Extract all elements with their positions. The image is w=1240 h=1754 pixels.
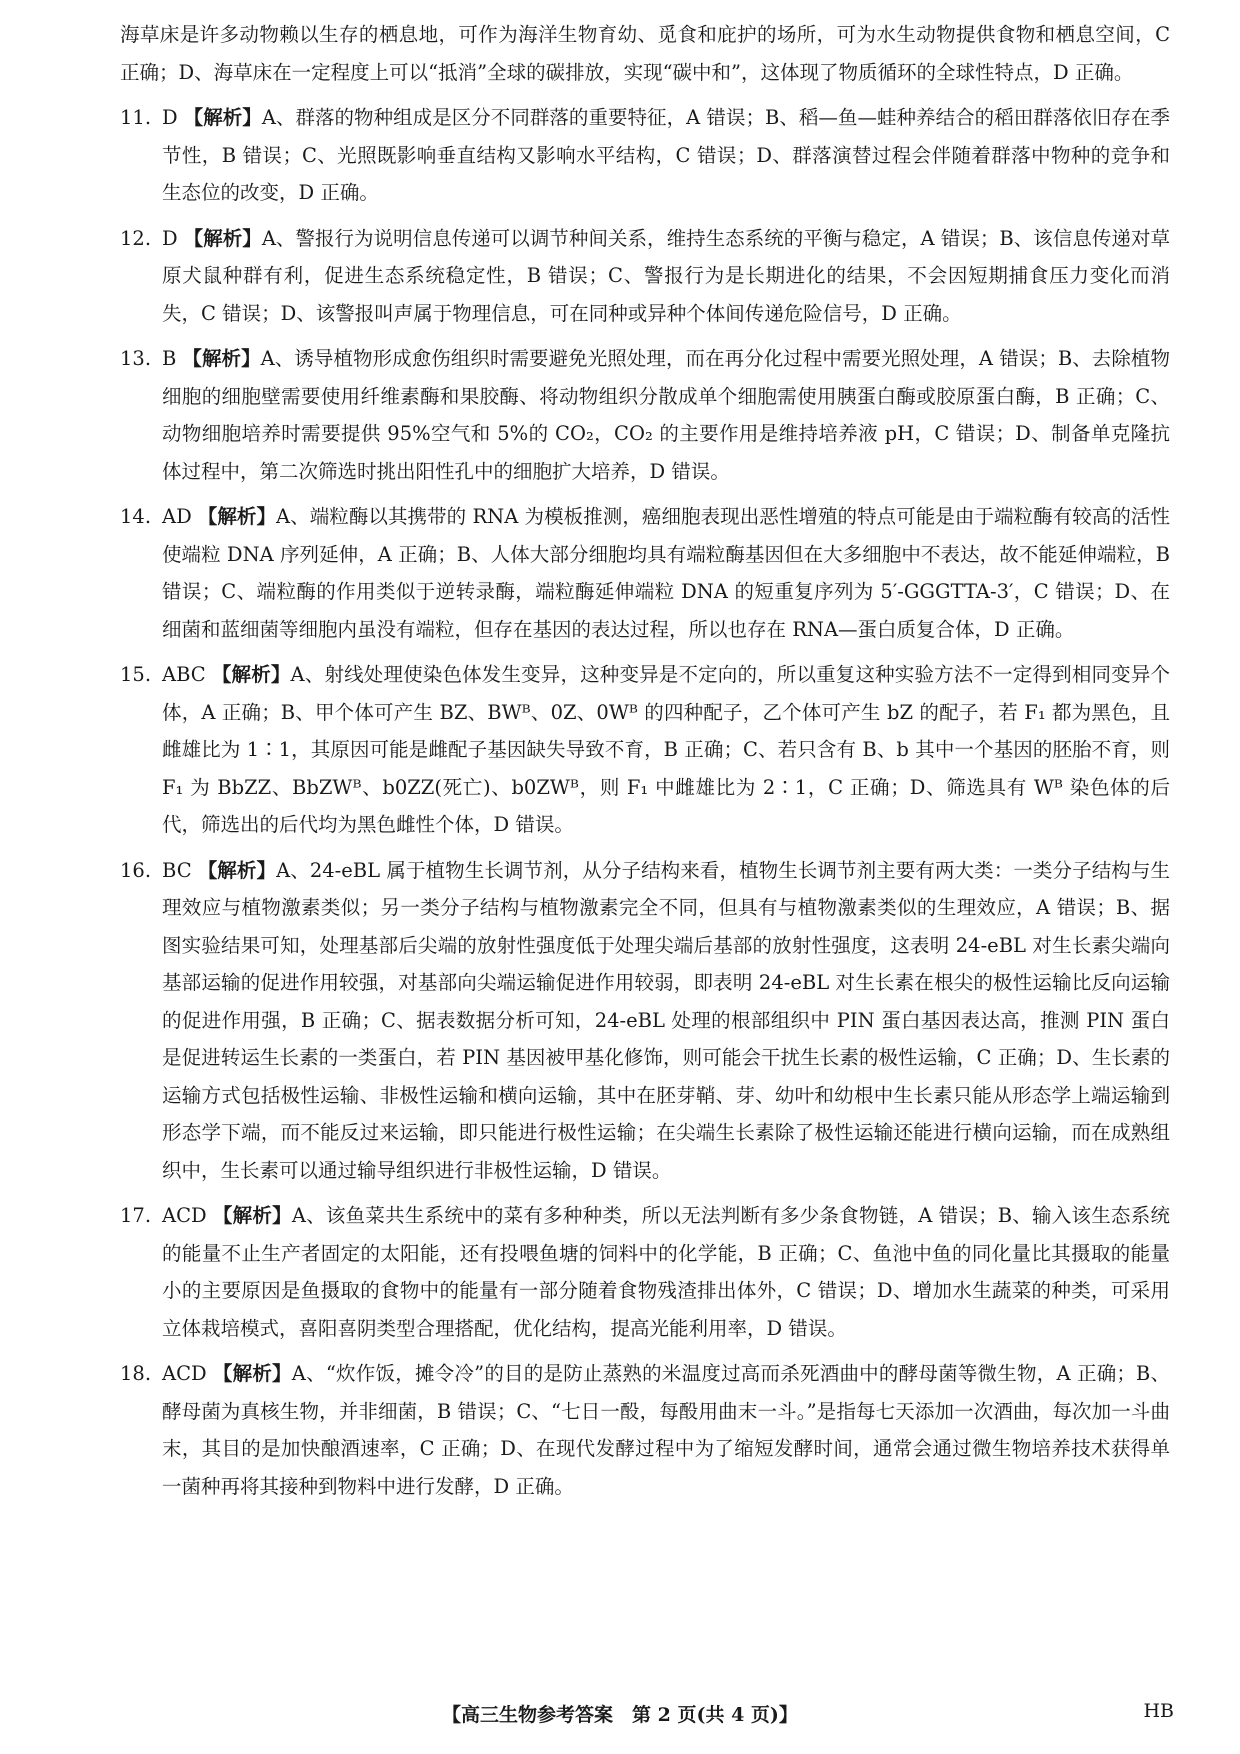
answer-item — [120, 852, 1170, 1190]
answer-letters: BC — [162, 858, 192, 882]
analysis-text: A、群落的物种组成是区分不同群落的重要特征，A 错误；B、稻—鱼—蛙种养结合的稻田群落依旧存在季节性，B 错误；C、光照既影响垂直结构又影响水平结构，C 错误；D、群落演替过程会伴随着群落中物种的竞争和生态位的改变，D 正确。 — [162, 106, 1170, 204]
intro-paragraph: 海草床是许多动物赖以生存的栖息地，可作为海洋生物育幼、觅食和庇护的场所，可为水生动物提供食物和栖息空间，C 正确；D、海草床在一定程度上可以“抵消”全球的碳排放，实现“碳中和”，这体现了物质循环的全球性特点，D 正确。 — [120, 23, 1170, 84]
question-number: 18. — [120, 1362, 152, 1385]
answer-item — [120, 99, 1170, 212]
question-number: 12. — [120, 226, 152, 250]
analysis-text: A、端粒酶以其携带的 RNA 为模板推测，癌细胞表现出恶性增殖的特点可能是由于端粒酶有较高的活性使端粒 DNA 序列延伸，A 正确；B、人体大部分细胞均具有端粒酶基因但在大多细胞中不表达，故不能延伸端粒，B 错误；C、端粒酶的作用类似于逆转录酶，端粒酶延伸端粒 DNA 的短重复序列为 5′-GGGTTA-3′，C 错误；D、在细菌和蓝细菌等细胞内虽没有端粒，但存在基因的表达过程，所以也存在 RNA—蛋白质复合体，D 正确。 — [162, 505, 1170, 641]
question-number: 15. — [120, 663, 152, 686]
question-number: 17. — [120, 1204, 152, 1227]
answer-letters: D — [162, 226, 178, 250]
analysis-text: A、射线处理使染色体发生变异，这种变异是不定向的，所以重复这种实验方法不一定得到相同变异个体，A 正确；B、甲个体可产生 BZ、BWᴮ、0Z、0Wᴮ 的四种配子，乙个体可产生 bZ 的配子，若 F₁ 都为黑色，且雌雄比为 1∶1，其原因可能是雌配子基因缺失导致不育，B 正确；C、若只含有 B、b 其中一个基因的胚胎不育，则 F₁ 为 BbZZ、BbZWᴮ、b0ZZ(死亡)、b0ZWᴮ，则 F₁ 中雌雄比为 2∶1，C 正确；D、筛选具有 Wᴮ 染色体的后代，筛选出的后代均为黑色雌性个体，D 错误。 — [162, 663, 1170, 836]
answer-letters: D — [162, 106, 178, 129]
question-number: 13. — [120, 347, 152, 370]
analysis-tag: 【解析】 — [183, 106, 262, 129]
answer-item — [120, 340, 1170, 490]
answer-item — [120, 656, 1170, 844]
analysis-text: A、“炊作饭，摊令冷”的目的是防止蒸熟的米温度过高而杀死酒曲中的酵母菌等微生物，A 正确；B、酵母菌为真核生物，并非细菌，B 错误；C、“七日一酘，每酘用曲末一斗。”是指每七天添加一次酒曲，每次加一斗曲末，其目的是加快酿酒速率，C 正确；D、在现代发酵过程中为了缩短发酵时间，通常会通过微生物培养技术获得单一菌种再将其接种到物料中进行发酵，D 正确。 — [162, 1362, 1170, 1498]
analysis-tag: 【解析】 — [197, 505, 277, 528]
analysis-text: A、该鱼菜共生系统中的菜有多种种类，所以无法判断有多少条食物链，A 错误；B、输入该生态系统的能量不止生产者固定的太阳能，还有投喂鱼塘的饲料中的化学能，B 正确；C、鱼池中鱼的同化量比其摄取的能量小的主要原因是鱼摄取的食物中的能量有一部分随着食物残渣排出体外，C 错误；D、增加水生蔬菜的种类，可采用立体栽培模式，喜阳喜阴类型合理搭配，优化结构，提高光能利用率，D 错误。 — [162, 1204, 1170, 1340]
analysis-tag: 【解析】 — [197, 858, 277, 882]
answer-item — [120, 1355, 1170, 1505]
answer-letters: ACD — [162, 1362, 207, 1385]
answer-item — [120, 1197, 1170, 1347]
analysis-text: A、诱导植物形成愈伤组织时需要避免光照处理，而在再分化过程中需要光照处理，A 错误；B、去除植物细胞的细胞壁需要使用纤维素酶和果胶酶、将动物组织分散成单个细胞需使用胰蛋白酶或胶原蛋白酶，B 正确；C、动物细胞培养时需要提供 95%空气和 5%的 CO₂，CO₂ 的主要作用是维持培养液 pH，C 错误；D、制备单克隆抗体过程中，第二次筛选时挑出阳性孔中的细胞扩大培养，D 错误。 — [162, 347, 1170, 483]
question-number: 16. — [120, 858, 152, 882]
answer-item — [120, 498, 1170, 648]
analysis-tag: 【解析】 — [211, 663, 291, 686]
analysis-tag: 【解析】 — [212, 1362, 292, 1385]
answer-list — [120, 99, 1170, 1505]
page-footer-code: HB — [1143, 1700, 1174, 1722]
analysis-tag: 【解析】 — [212, 1204, 292, 1227]
answer-letters: B — [162, 347, 177, 370]
answer-letters: ACD — [162, 1204, 207, 1227]
page-footer-title: 【高三生物参考答案 第 2 页(共 4 页)】 — [442, 1704, 798, 1726]
analysis-tag: 【解析】 — [183, 226, 262, 250]
answer-item — [120, 220, 1170, 333]
analysis-tag: 【解析】 — [182, 347, 261, 370]
question-number: 11. — [120, 106, 152, 129]
answer-letters: ABC — [162, 663, 206, 686]
analysis-text: A、24-eBL 属于植物生长调节剂，从分子结构来看，植物生长调节剂主要有两大类：一类分子结构与生理效应与植物激素类似；另一类分子结构与植物激素完全不同，但具有与植物激素类似的生理效应，A 错误；B、据图实验结果可知，处理基部后尖端的放射性强度低于处理尖端后基部的放射性强度，这表明 24-eBL 对生长素尖端向基部运输的促进作用较强，对基部向尖端运输促进作用较弱，即表明 24-eBL 对生长素在根尖的极性运输比反向运输的促进作用强，B 正确；C、据表数据分析可知，24-eBL 处理的根部组织中 PIN 蛋白基因表达高，推测 PIN 蛋白是促进转运生长素的一类蛋白，若 PIN 基因被甲基化修饰，则可能会干扰生长素的极性运输，C 正确；D、生长素的运输方式包括极性运输、非极性运输和横向运输，其中在胚芽鞘、芽、幼叶和幼根中生长素只能从形态学上端运输到形态学下端，而不能反过来运输，即只能进行极性运输；在尖端生长素除了极性运输还能进行横向运输，而在成熟组织中，生长素可以通过输导组织进行非极性运输，D 错误。 — [162, 858, 1170, 1182]
analysis-text: A、警报行为说明信息传递可以调节种间关系，维持生态系统的平衡与稳定，A 错误；B、该信息传递对草原犬鼠种群有利，促进生态系统稳定性，B 错误；C、警报行为是长期进化的结果，不会因短期捕食压力变化而消失，C 错误；D、该警报叫声属于物理信息，可在同种或异种个体间传递危险信号，D 正确。 — [162, 226, 1170, 325]
question-number: 14. — [120, 505, 152, 528]
answer-page — [120, 16, 1170, 1513]
answer-letters: AD — [162, 505, 192, 528]
